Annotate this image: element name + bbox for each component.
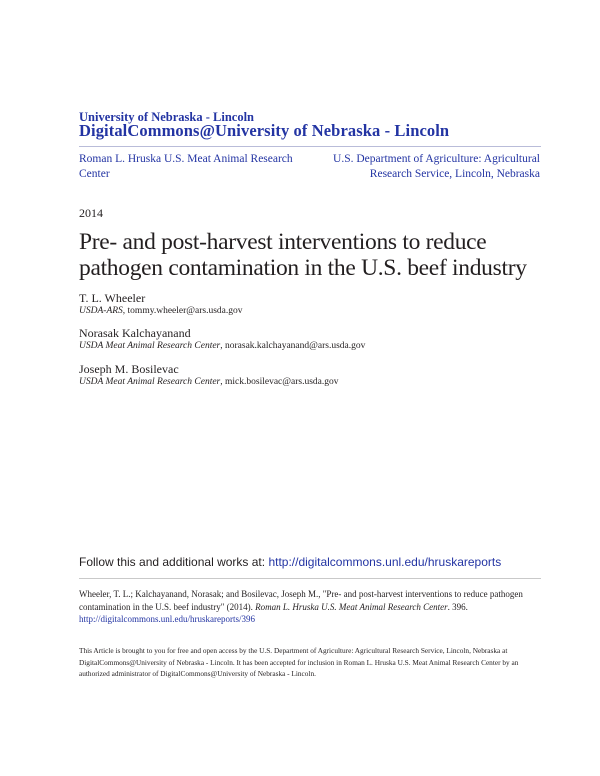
author-affiliation [79, 341, 365, 351]
author-affiliation [79, 377, 339, 387]
citation-number: . 396. [447, 601, 468, 612]
recommended-citation [79, 588, 543, 626]
follow-label: Follow this and additional works at: [79, 555, 269, 569]
follow-link[interactable]: http://digitalcommons.unl.edu/hruskareports [268, 555, 502, 569]
repository-link[interactable]: DigitalCommons@University of Nebraska - Lincoln [79, 121, 450, 140]
citation-series: Roman L. Hruska U.S. Meat Animal Research Center [255, 601, 448, 612]
collection-link-usda-ars[interactable]: U.S. Department of Agriculture: Agricultural Research Service, Lincoln, Nebraska [333, 153, 540, 180]
affiliation-name: USDA-ARS [79, 306, 123, 316]
author-email: , tommy.wheeler@ars.usda.gov [122, 306, 243, 316]
author-email: , norasak.kalchayanand@ars.usda.gov [220, 341, 366, 351]
university-link[interactable]: University of Nebraska - Lincoln [79, 110, 254, 124]
author-email: , mick.bosilevac@ars.usda.gov [220, 377, 339, 387]
collection-link-hruska[interactable]: Roman L. Hruska U.S. Meat Animal Research Center [79, 153, 293, 180]
citation-text: Wheeler, T. L.; Kalchayanand, Norasak; and Bosilevac, Joseph M., "Pre- and post-harvest interventions to reduce pathogen contamination in the U.S. beef industry" (2014). [79, 589, 523, 612]
author-affiliation [79, 306, 243, 316]
access-notice: This Article is brought to you for free and open access by the U.S. Department of Agriculture: Agricultural Research Service, Lincoln, Nebraska at DigitalCommons@University of Nebraska - Lincoln. It has been accepted for inclusion in Roman L. Hruska U.S. Meat Animal Research Center by an authorized administrator of DigitalCommons@University of Nebraska - Lincoln. [79, 646, 519, 678]
header-divider [79, 146, 541, 147]
publication-year: 2014 [79, 206, 103, 220]
article-title: Pre- and post-harvest interventions to reduce pathogen contamination in the U.S. beef industry [79, 229, 527, 281]
affiliation-name: USDA Meat Animal Research Center [79, 341, 221, 351]
follow-line [79, 555, 501, 569]
affiliation-name: USDA Meat Animal Research Center [79, 377, 221, 387]
footer-divider [79, 578, 541, 579]
citation-link[interactable]: http://digitalcommons.unl.edu/hruskareports/396 [79, 614, 255, 624]
author-name: Norasak Kalchayanand [79, 326, 191, 340]
author-name: T. L. Wheeler [79, 291, 146, 305]
author-name: Joseph M. Bosilevac [79, 362, 179, 376]
